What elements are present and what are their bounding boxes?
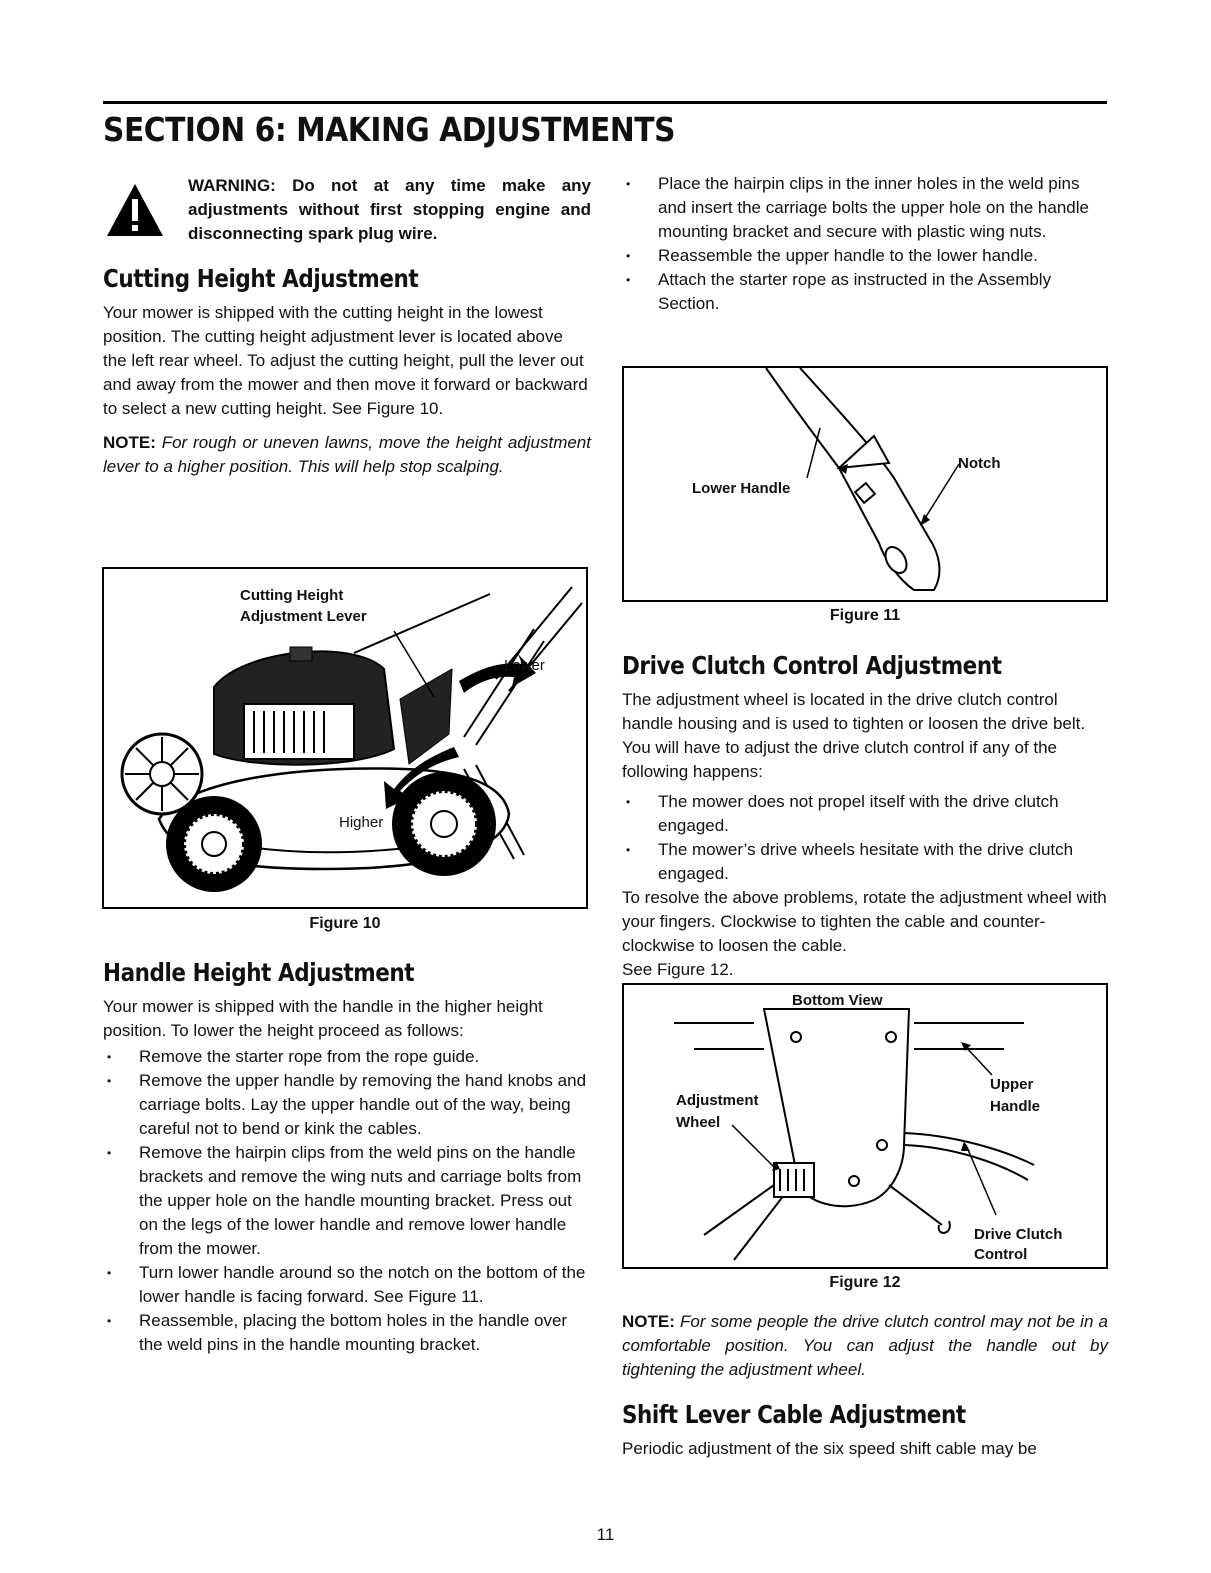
note-label: NOTE: — [103, 433, 156, 452]
warning-text: WARNING: Do not at any time make any adjustments without first stopping engine and disconnecting spark plug wire. — [188, 176, 591, 243]
drive-clutch-section — [622, 651, 1108, 982]
list-item: • Place the hairpin clips in the inner holes in the weld pins and insert the carriage bolts the upper hole on the handle mounting bracket and secure with plastic wing nuts. — [622, 172, 1108, 244]
warning-icon — [105, 182, 165, 238]
figure-10-caption: Figure 10 — [309, 915, 381, 932]
figure-10-lawn-mower-diagram — [102, 567, 588, 909]
label-wheel: Wheel — [676, 1114, 721, 1131]
list-item: • Remove the upper handle by removing the hand knobs and carriage bolts. Lay the upper handle out of the way, being careful not to bend or kink the cables. — [103, 1069, 591, 1141]
shift-lever-body: Periodic adjustment of the six speed shift cable may be — [622, 1439, 1037, 1458]
label-drive-clutch: Drive Clutch — [974, 1226, 1063, 1243]
right-column — [622, 172, 1108, 316]
drive-clutch-heading: Drive Clutch Control Adjustment — [622, 651, 1002, 680]
label-handle: Handle — [990, 1098, 1041, 1115]
list-item: • Reassemble the upper handle to the lower handle. — [622, 244, 1108, 268]
label-adjustment-lever: Adjustment Lever — [240, 608, 367, 625]
cutting-height-body: Your mower is shipped with the cutting height in the lowest position. The cutting height adjustment lever is located above the left rear wheel. To adjust the cutting height, pull the lever out and away from the mower and then move it forward or backward to select a new cutting height. See Figure 10. — [103, 303, 588, 418]
figure-12-drive-clutch-diagram — [622, 983, 1108, 1269]
label-notch: Notch — [958, 455, 1001, 472]
cutting-height-heading: Cutting Height Adjustment — [103, 264, 419, 293]
drive-clutch-conditions — [622, 790, 1108, 886]
list-item: • Remove the starter rope from the rope guide. — [103, 1045, 591, 1069]
drive-clutch-resolve: To resolve the above problems, rotate the adjustment wheel with your fingers. Clockwise to tighten the cable and counter-clockwise to loosen the cable. — [622, 888, 1107, 955]
handle-height-steps — [103, 1045, 591, 1357]
list-item: • Remove the hairpin clips from the weld pins on the handle brackets and remove the wing nuts and carriage bolts from the upper hole on the handle mounting bracket. Press out on the legs of the lower handle and remove lower handle from the mower. — [103, 1141, 591, 1261]
list-item: • The mower’s drive wheels hesitate with the drive clutch engaged. — [622, 838, 1108, 886]
cutting-height-note — [103, 431, 591, 479]
note-label: NOTE: — [622, 1312, 675, 1331]
label-bottom-view: Bottom View — [792, 992, 883, 1009]
label-higher: Higher — [339, 814, 384, 831]
figure-11-lower-handle-diagram — [622, 366, 1108, 602]
handle-height-heading: Handle Height Adjustment — [103, 958, 415, 987]
list-item: • Reassemble, placing the bottom holes in the handle over the weld pins in the handle mounting bracket. — [103, 1309, 591, 1357]
note-text: For rough or uneven lawns, move the height adjustment lever to a higher position. This will help stop scalping. — [103, 433, 591, 476]
label-upper: Upper — [990, 1076, 1034, 1093]
warning-block — [103, 170, 591, 248]
label-cutting-height: Cutting Height — [240, 587, 344, 604]
drive-clutch-note-block — [622, 1310, 1108, 1461]
list-item: • Turn lower handle around so the notch on the bottom of the lower handle is facing forward. See Figure 11. — [103, 1261, 591, 1309]
page-number: 11 — [596, 1525, 615, 1544]
left-column — [103, 170, 591, 479]
drive-clutch-note — [622, 1310, 1108, 1382]
figure-12-caption: Figure 12 — [829, 1274, 901, 1291]
handle-height-section — [103, 958, 591, 1357]
section-title: SECTION 6: MAKING ADJUSTMENTS — [103, 110, 676, 149]
label-control: Control — [974, 1246, 1028, 1263]
figure-11-caption: Figure 11 — [829, 607, 901, 624]
drive-clutch-body: The adjustment wheel is located in the drive clutch control handle housing and is used to tighten or loosen the drive belt. You will have to adjust the drive clutch control if any of the following happens: — [622, 690, 1086, 781]
list-item: • The mower does not propel itself with the drive clutch engaged. — [622, 790, 1108, 838]
label-lower-handle: Lower Handle — [692, 480, 791, 497]
note-text: For some people the drive clutch control may not be in a comfortable position. You can adjust the handle out by tightening the adjustment wheel. — [622, 1312, 1108, 1379]
drive-clutch-see-figure: See Figure 12. — [622, 960, 734, 979]
handle-height-body: Your mower is shipped with the handle in the higher height position. To lower the height proceed as follows: — [103, 997, 543, 1040]
label-lower: Lower — [504, 657, 545, 674]
header-rule — [103, 101, 1107, 104]
shift-lever-heading: Shift Lever Cable Adjustment — [622, 1400, 966, 1429]
list-item: • Attach the starter rope as instructed in the Assembly Section. — [622, 268, 1108, 316]
label-adjustment: Adjustment — [676, 1092, 759, 1109]
handle-height-steps-continued — [622, 172, 1108, 316]
